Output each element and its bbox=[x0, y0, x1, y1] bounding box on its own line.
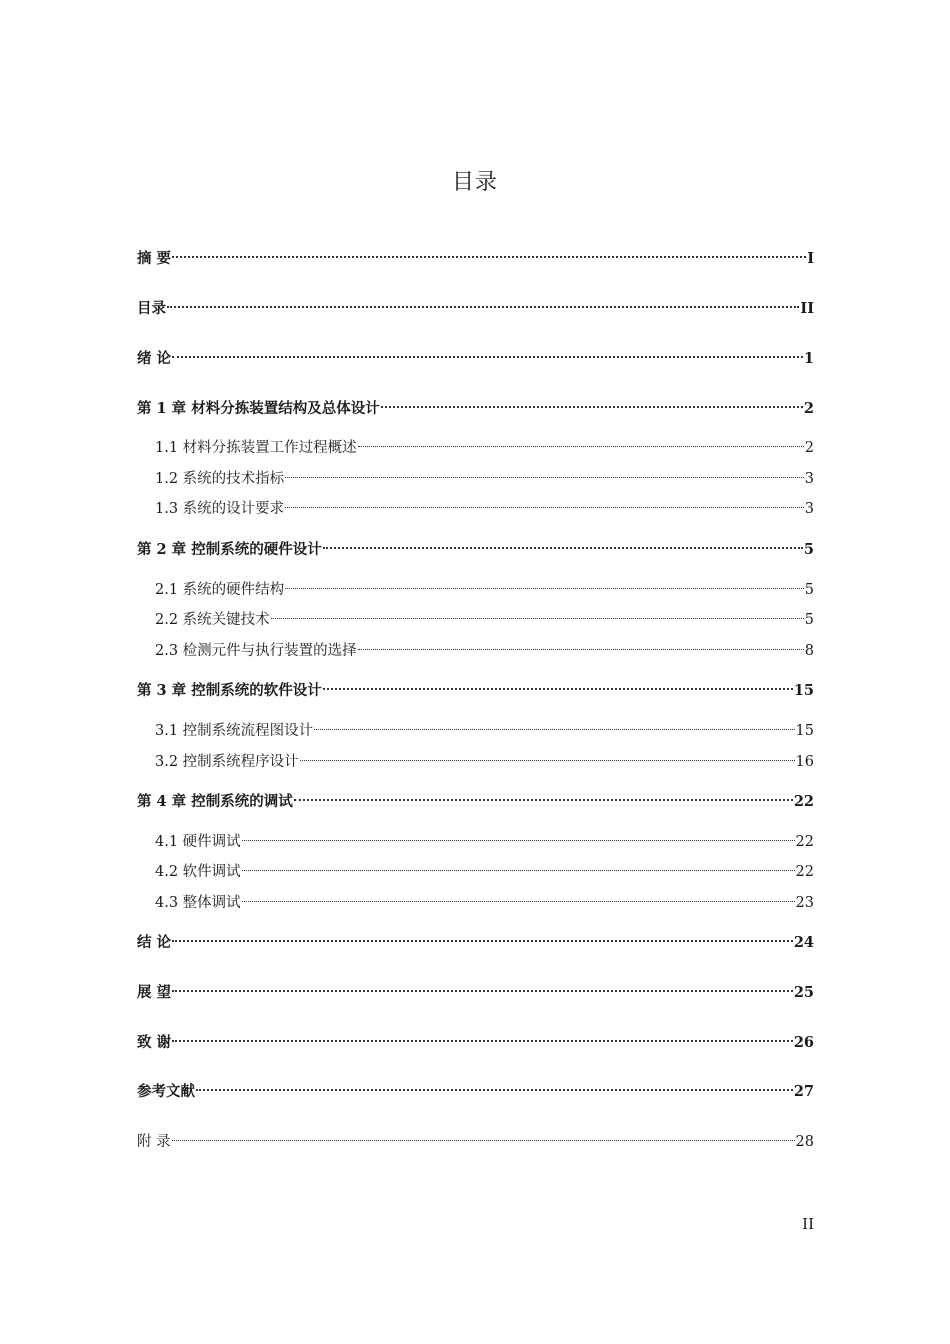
toc-entry-page: 8 bbox=[804, 643, 814, 659]
toc-leader-dots bbox=[172, 243, 806, 263]
toc-entry-section-4-1[interactable] bbox=[155, 826, 814, 852]
toc-entry-page: 16 bbox=[795, 754, 814, 770]
toc-entry-label: 2.2 系统关键技术 bbox=[155, 612, 270, 628]
toc-leader-dots bbox=[358, 635, 804, 655]
toc-leader-dots bbox=[323, 675, 793, 695]
page-title: 目录 bbox=[451, 170, 498, 195]
page-number: II bbox=[802, 1215, 814, 1233]
toc-entry-chapter-4[interactable] bbox=[137, 786, 814, 812]
toc-entry-section-4-3[interactable] bbox=[155, 887, 814, 913]
toc-entry-label: 第 1 章 材料分拣装置结构及总体设计 bbox=[137, 400, 380, 417]
toc-entry-label: 第 4 章 控制系统的调试 bbox=[137, 793, 293, 810]
toc-entry-label: 展 望 bbox=[137, 984, 172, 1001]
toc-leader-dots bbox=[381, 393, 803, 413]
toc-leader-dots bbox=[294, 786, 793, 806]
toc-entry-page: 25 bbox=[793, 984, 814, 1001]
toc-entry-page: 2 bbox=[803, 400, 814, 417]
toc-entry-label: 摘 要 bbox=[137, 250, 172, 267]
toc-entry-section-3-1[interactable] bbox=[155, 715, 814, 741]
toc-entry-conclusion[interactable] bbox=[137, 927, 814, 953]
toc-entry-section-1-2[interactable] bbox=[155, 463, 814, 489]
toc-entry-page: 22 bbox=[793, 793, 814, 810]
toc-leader-dots bbox=[196, 1076, 793, 1096]
toc-entry-label: 2.1 系统的硬件结构 bbox=[155, 582, 285, 598]
toc-entry-label: 1.2 系统的技术指标 bbox=[155, 471, 285, 487]
toc-entry-section-2-2[interactable] bbox=[155, 604, 814, 630]
toc-leader-dots bbox=[285, 463, 804, 483]
toc-entry-label: 附 录 bbox=[137, 1134, 171, 1150]
toc-entry-page: 15 bbox=[793, 682, 814, 699]
toc-leader-dots bbox=[358, 432, 804, 452]
toc-entry-label: 4.2 软件调试 bbox=[155, 864, 241, 880]
toc-entry-page: 5 bbox=[804, 612, 814, 628]
toc-entry-page: 27 bbox=[793, 1083, 814, 1100]
toc-entry-section-1-1[interactable] bbox=[155, 432, 814, 458]
toc-leader-dots bbox=[285, 574, 804, 594]
toc-leader-dots bbox=[314, 715, 794, 735]
toc-leader-dots bbox=[172, 927, 793, 947]
toc-leader-dots bbox=[323, 534, 803, 554]
toc-entry-label: 3.1 控制系统流程图设计 bbox=[155, 723, 314, 739]
toc-leader-dots bbox=[242, 826, 795, 846]
toc-entry-page: 5 bbox=[804, 582, 814, 598]
toc-entry-page: 15 bbox=[795, 723, 814, 739]
toc-entry-page: 22 bbox=[795, 834, 814, 850]
toc-entry-page: I bbox=[807, 250, 814, 267]
toc-leader-dots bbox=[300, 746, 795, 766]
toc-entry-page: 22 bbox=[795, 864, 814, 880]
toc-entry-label: 第 3 章 控制系统的软件设计 bbox=[137, 682, 322, 699]
toc-leader-dots bbox=[172, 343, 803, 363]
toc-entry-label: 3.2 控制系统程序设计 bbox=[155, 754, 299, 770]
toc-leader-dots bbox=[172, 1027, 793, 1047]
toc-entry-section-2-1[interactable] bbox=[155, 574, 814, 600]
toc-entry-introduction[interactable] bbox=[137, 343, 814, 369]
toc-entry-label: 2.3 检测元件与执行装置的选择 bbox=[155, 643, 357, 659]
toc-entry-page: 3 bbox=[804, 501, 814, 517]
toc-leader-dots bbox=[172, 1126, 795, 1146]
toc-entry-page: 3 bbox=[804, 471, 814, 487]
toc-leader-dots bbox=[271, 604, 804, 624]
toc-entry-page: 26 bbox=[793, 1034, 814, 1051]
toc-entry-label: 1.3 系统的设计要求 bbox=[155, 501, 285, 517]
toc-leader-dots bbox=[285, 493, 804, 513]
toc-entry-contents[interactable] bbox=[137, 293, 814, 319]
toc-entry-label: 目录 bbox=[137, 300, 166, 317]
toc-entry-page: 24 bbox=[793, 934, 814, 951]
toc-entry-chapter-2[interactable] bbox=[137, 534, 814, 560]
toc-entry-chapter-1[interactable] bbox=[137, 393, 814, 419]
toc-entry-label: 致 谢 bbox=[137, 1034, 172, 1051]
toc-entry-section-2-3[interactable] bbox=[155, 635, 814, 661]
toc-entry-label: 第 2 章 控制系统的硬件设计 bbox=[137, 541, 322, 558]
toc-entry-section-4-2[interactable] bbox=[155, 856, 814, 882]
toc-entry-label: 绪 论 bbox=[137, 350, 172, 367]
toc-entry-label: 4.3 整体调试 bbox=[155, 895, 241, 911]
toc-entry-page: 28 bbox=[795, 1134, 814, 1150]
toc-entry-page: 5 bbox=[803, 541, 814, 558]
toc-leader-dots bbox=[167, 293, 799, 313]
toc-entry-page: 2 bbox=[804, 440, 814, 456]
toc-entry-chapter-3[interactable] bbox=[137, 675, 814, 701]
toc-entry-label: 结 论 bbox=[137, 934, 172, 951]
toc-leader-dots bbox=[242, 856, 795, 876]
toc-entry-section-1-3[interactable] bbox=[155, 493, 814, 519]
toc-entry-references[interactable] bbox=[137, 1076, 814, 1102]
toc-entry-section-3-2[interactable] bbox=[155, 746, 814, 772]
toc-entry-label: 4.1 硬件调试 bbox=[155, 834, 241, 850]
toc-entry-page: 1 bbox=[803, 350, 814, 367]
toc-leader-dots bbox=[242, 887, 795, 907]
toc-entry-page: 23 bbox=[795, 895, 814, 911]
toc-leader-dots bbox=[172, 977, 793, 997]
toc-entry-label: 1.1 材料分拣装置工作过程概述 bbox=[155, 440, 357, 456]
toc-entry-page: II bbox=[800, 300, 814, 317]
toc-entry-acknowledgements[interactable] bbox=[137, 1027, 814, 1053]
toc-entry-outlook[interactable] bbox=[137, 977, 814, 1003]
toc-entry-appendix[interactable] bbox=[137, 1126, 814, 1152]
toc-entry-label: 参考文献 bbox=[137, 1083, 195, 1100]
toc-entry-abstract[interactable] bbox=[137, 243, 814, 269]
